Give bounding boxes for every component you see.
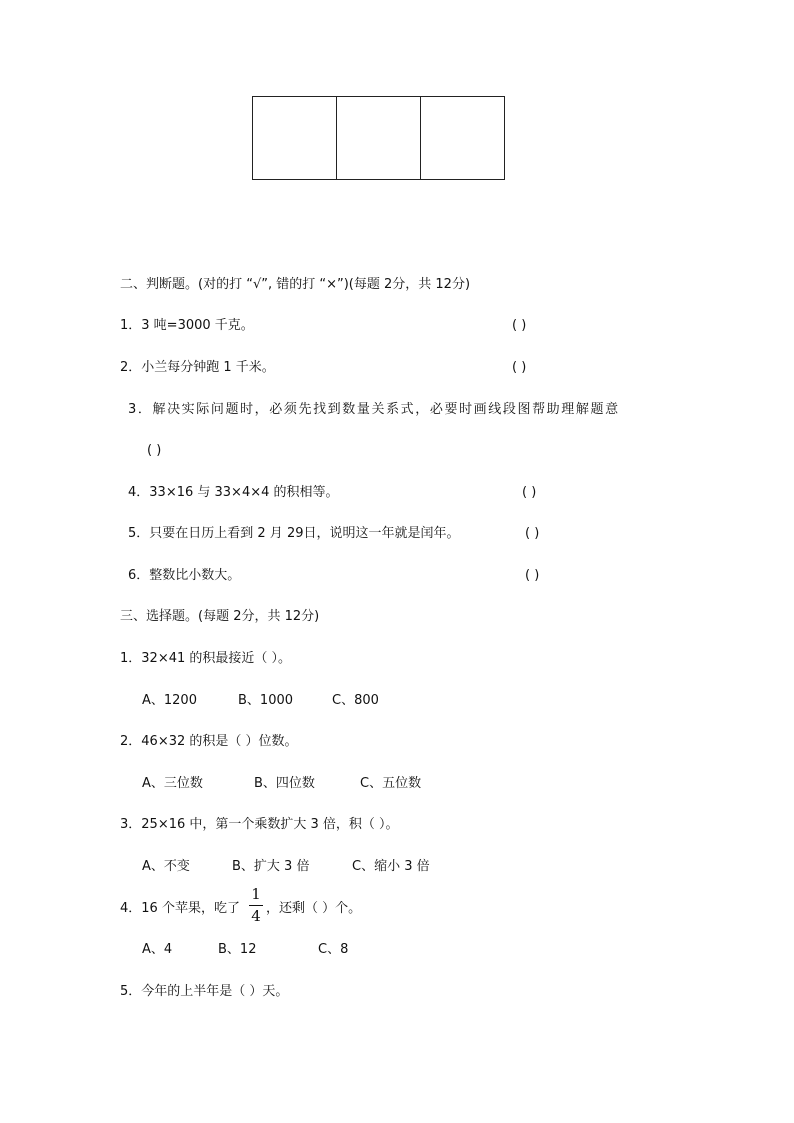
judge-item-6: 6．整数比小数大。: [128, 568, 241, 583]
judge-answer-3[interactable]: ( ): [147, 443, 162, 458]
choice-1-option-b[interactable]: B、1000: [238, 693, 294, 708]
choice-question-4-before: 4．16 个苹果，吃了: [120, 901, 240, 916]
judge-item-1: 1．3 吨=3000 千克。: [120, 318, 254, 333]
choice-4-option-c[interactable]: C、8: [318, 942, 349, 957]
answer-boxes: [252, 96, 505, 180]
fraction-numerator: 1: [251, 885, 261, 903]
choice-question-4-after: ，还剩（ ）个。: [266, 901, 362, 916]
answer-box-3[interactable]: [421, 97, 504, 179]
judge-answer-1[interactable]: ( ): [512, 318, 527, 333]
choice-3-option-b[interactable]: B、扩大 3 倍: [232, 859, 310, 874]
answer-box-2[interactable]: [337, 97, 421, 179]
judge-answer-6[interactable]: ( ): [525, 568, 540, 583]
judge-answer-2[interactable]: ( ): [512, 360, 527, 375]
choice-4-option-a[interactable]: A、4: [142, 942, 173, 957]
judge-item-5: 5．只要在日历上看到 2 月 29日，说明这一年就是闰年。: [128, 526, 460, 541]
choice-2-option-b[interactable]: B、四位数: [254, 776, 315, 791]
judge-item-2: 2．小兰每分钟跑 1 千米。: [120, 360, 275, 375]
choice-question-5: 5．今年的上半年是（ ）天。: [120, 984, 289, 999]
judge-answer-4[interactable]: ( ): [522, 485, 537, 500]
fraction-bar: [249, 905, 263, 906]
judge-item-3: 3．解决实际问题时，必须先找到数量关系式，必要时画线段图帮助理解题意: [128, 402, 620, 417]
choice-3-option-a[interactable]: A、不变: [142, 859, 190, 874]
choice-question-3: 3．25×16 中，第一个乘数扩大 3 倍，积（ ）。: [120, 817, 399, 832]
fraction-one-quarter: [249, 886, 263, 926]
choice-question-1: 1．32×41 的积最接近（ ）。: [120, 651, 292, 666]
judge-answer-5[interactable]: ( ): [525, 526, 540, 541]
answer-box-1[interactable]: [253, 97, 337, 179]
section3-title: 三、选择题。(每题 2分，共 12分): [120, 609, 320, 624]
choice-1-option-a[interactable]: A、1200: [142, 693, 197, 708]
judge-item-4: 4．33×16 与 33×4×4 的积相等。: [128, 485, 339, 500]
choice-1-option-c[interactable]: C、800: [332, 693, 379, 708]
fraction-denominator: 4: [251, 907, 261, 925]
choice-question-2: 2．46×32 的积是（ ）位数。: [120, 734, 298, 749]
choice-2-option-c[interactable]: C、五位数: [360, 776, 422, 791]
choice-2-option-a[interactable]: A、三位数: [142, 776, 203, 791]
choice-4-option-b[interactable]: B、12: [218, 942, 257, 957]
section2-title: 二、判断题。(对的打 “√”, 错的打 “×”)(每题 2分，共 12分): [120, 277, 471, 292]
choice-3-option-c[interactable]: C、缩小 3 倍: [352, 859, 430, 874]
